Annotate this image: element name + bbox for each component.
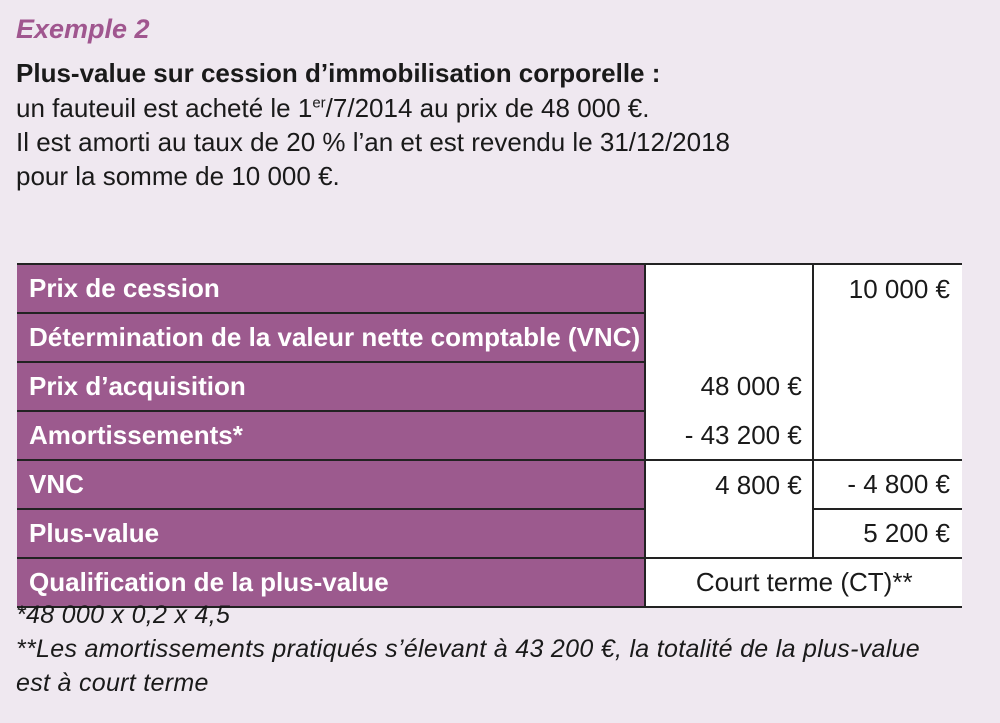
row-value-col1: 48 000 €	[645, 362, 812, 411]
row-label: Prix d’acquisition	[17, 362, 645, 411]
row-value-col1	[645, 509, 812, 558]
row-value-col2: 10 000 €	[813, 264, 962, 313]
row-value-col2	[813, 411, 962, 460]
intro-line-3: pour la somme de 10 000 €.	[16, 161, 340, 191]
table-row	[17, 362, 962, 411]
row-label: Amortissements*	[17, 411, 645, 460]
section-heading: Plus-value sur cession d’immobilisation corporelle :	[16, 58, 661, 88]
row-value-col2: 5 200 €	[813, 509, 962, 558]
row-label: Détermination de la valeur nette comptable (VNC)	[17, 313, 645, 362]
row-value-col1	[645, 264, 812, 313]
row-value-col1	[645, 313, 812, 362]
table-row	[17, 509, 962, 558]
footnote-1: *48 000 x 0,2 x 4,5	[16, 601, 231, 629]
qualification-value: Court terme (CT)**	[645, 558, 962, 607]
row-label: Qualification de la plus-value	[17, 558, 645, 607]
row-value-col1: 4 800 €	[645, 460, 812, 509]
row-value-col2	[813, 362, 962, 411]
table-row	[17, 313, 962, 362]
row-value-col1: - 43 200 €	[645, 411, 812, 460]
intro-line-1: un fauteuil est acheté le 1er/7/2014 au prix de 48 000 €.	[16, 93, 650, 123]
row-label: VNC	[17, 460, 645, 509]
footnote-2: **Les amortissements pratiqués s’élevant à 43 200 €, la totalité de la plus-value est à court terme	[16, 635, 920, 697]
table-row	[17, 411, 962, 460]
row-value-col2: - 4 800 €	[813, 460, 962, 509]
row-value-col2	[813, 313, 962, 362]
intro-line-2: Il est amorti au taux de 20 % l’an et est revendu le 31/12/2018	[16, 127, 731, 157]
table-row	[17, 460, 962, 509]
cession-table	[17, 263, 962, 608]
footnotes	[16, 598, 946, 700]
example-title: Exemple 2	[16, 14, 150, 44]
table-row	[17, 264, 962, 313]
intro-text	[16, 91, 730, 193]
row-label: Prix de cession	[17, 264, 645, 313]
row-label: Plus-value	[17, 509, 645, 558]
